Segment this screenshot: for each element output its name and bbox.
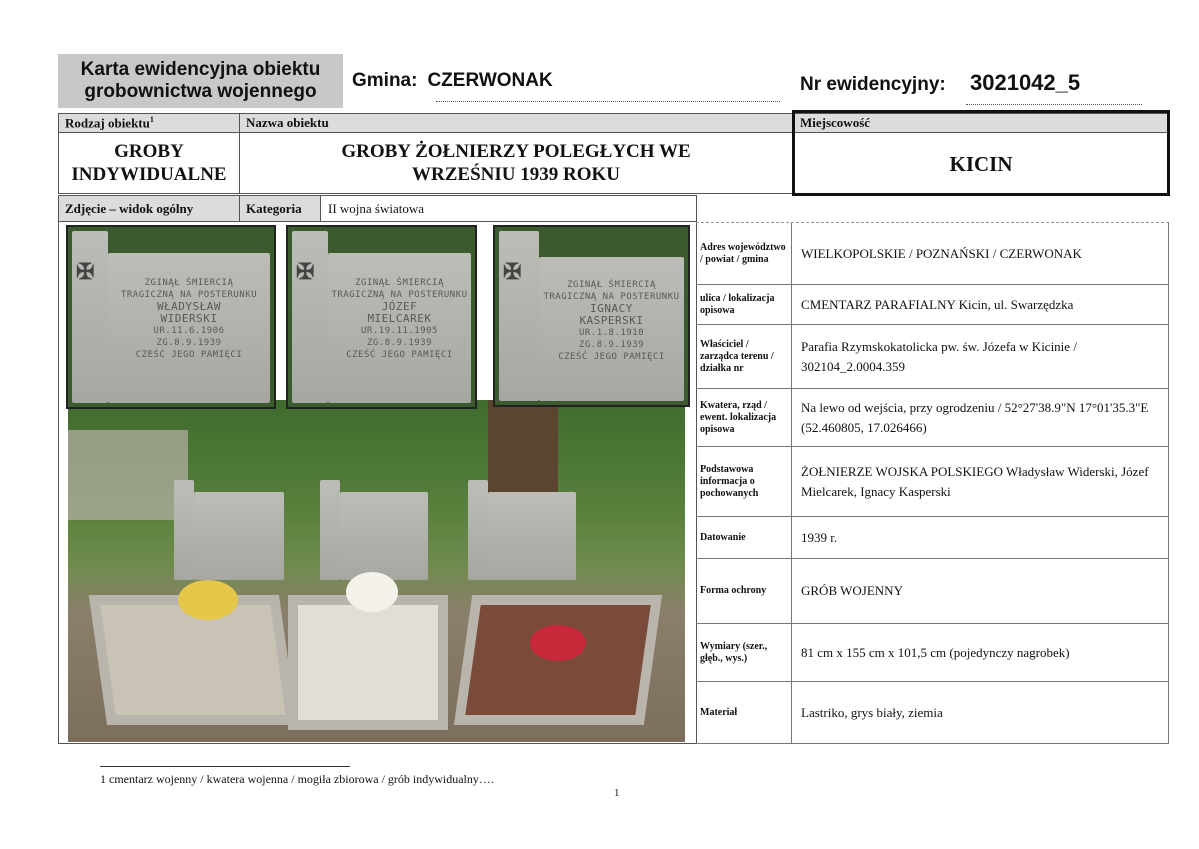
rodzaj-label-text: Rodzaj obiektu <box>65 115 150 131</box>
photo1-post <box>72 231 108 403</box>
flowers-white <box>346 572 398 612</box>
footnote-separator <box>100 766 350 767</box>
inscription-motto: CZEŚĆ JEGO PAMIĘCI <box>558 352 665 362</box>
info-label: Podstawowa informacja o pochowanych <box>696 447 792 516</box>
inscription-name: JÓZEF <box>381 300 418 313</box>
inscription-born: UR.19.11.1905 <box>361 326 438 336</box>
miejscowosc-value: KICIN <box>792 110 1170 196</box>
cross-icon: ✠ <box>76 259 95 284</box>
grave3-cross-post <box>468 480 488 580</box>
info-value: CMENTARZ PARAFIALNY Kicin, ul. Swarzędzka <box>801 296 1074 312</box>
nazwa-value <box>239 132 793 194</box>
inscription-born: UR.11.6.1906 <box>153 326 225 336</box>
rodzaj-value-line1: GROBY <box>114 141 184 162</box>
rodzaj-value-line2: INDYWIDUALNE <box>71 164 227 185</box>
info-label: Datowanie <box>696 517 792 558</box>
info-row-datowanie <box>696 516 1169 558</box>
rodzaj-label <box>58 113 240 133</box>
grave3-headstone <box>488 492 576 580</box>
info-row-wymiary <box>696 623 1169 681</box>
photo3-post <box>499 231 539 401</box>
inscription-line: TRAGICZNĄ NA POSTERUNKU <box>120 290 258 300</box>
cemetery-photo <box>68 400 685 742</box>
rodzaj-value <box>58 132 240 194</box>
headstone-photo-3 <box>493 225 690 407</box>
inscription-name: MIELCAREK <box>367 312 432 325</box>
info-label: Kwatera, rząd / ewent. lokalizacja opisowa <box>696 389 792 446</box>
inscription-name: WIDERSKI <box>160 312 218 325</box>
miejscowosc-label: Miejscowość <box>793 113 1170 133</box>
info-label: Właściciel / zarządca terenu / działka nr <box>696 325 792 388</box>
inscription-name: KASPERSKI <box>579 314 644 327</box>
kategoria-label: Kategoria <box>239 195 321 222</box>
info-row-adres <box>696 222 1169 284</box>
inscription-line: ZGINĄŁ ŚMIERCIĄ <box>144 278 234 288</box>
info-value: ŻOŁNIERZE WOJSKA POLSKIEGO Władysław Widerski, Józef Mielcarek, Ignacy Kasperski <box>801 463 1149 499</box>
info-label: ulica / lokalizacja opisowa <box>696 285 792 324</box>
inscription-died: ZG.8.9.1939 <box>366 338 433 348</box>
grave2-headstone <box>340 492 428 580</box>
info-value: WIELKOPOLSKIE / POZNAŃSKI / CZERWONAK <box>801 245 1082 261</box>
footnote: 1 cmentarz wojenny / kwatera wojenna / mogiła zbiorowa / grób indywidualny…. <box>100 772 494 786</box>
zdjecie-label: Zdjęcie – widok ogólny <box>58 195 240 222</box>
info-value: 1939 r. <box>801 529 838 545</box>
info-value: 81 cm x 155 cm x 101,5 cm (pojedynczy nagrobek) <box>801 644 1070 660</box>
page-number: 1 <box>614 787 620 799</box>
background-wall <box>68 430 188 520</box>
nr-dotted-line <box>966 104 1142 105</box>
kategoria-value: II wojna światowa <box>320 195 697 222</box>
gmina-label: Gmina: <box>352 70 418 91</box>
inscription-line: TRAGICZNĄ NA POSTERUNKU <box>331 290 468 300</box>
headstone-photo-1 <box>66 225 276 409</box>
info-label: Wymiary (szer., głęb., wys.) <box>696 624 792 681</box>
info-row-pochowani <box>696 446 1169 516</box>
inscription-3 <box>539 279 684 363</box>
grave2-border <box>288 595 448 730</box>
card-title <box>58 54 343 108</box>
nazwa-value-line2: WRZEŚNIU 1939 ROKU <box>412 164 620 185</box>
inscription-line: ZGINĄŁ ŚMIERCIĄ <box>355 278 444 288</box>
inscription-2 <box>328 277 471 361</box>
nazwa-value-line1: GROBY ŻOŁNIERZY POLEGŁYCH WE <box>341 141 691 162</box>
inscription-born: UR.1.8.1910 <box>578 328 645 338</box>
inscription-died: ZG.8.9.1939 <box>578 340 645 350</box>
grave1-headstone <box>194 492 284 580</box>
footnote-mark: 1 <box>149 115 154 124</box>
nr-value: 3021042_5 <box>970 70 1081 95</box>
grave2-cross-post <box>320 480 340 580</box>
gmina-value: CZERWONAK <box>427 70 553 91</box>
headstone-photo-2 <box>286 225 477 409</box>
gmina-dotted-line <box>436 101 780 102</box>
inscription-motto: CZEŚĆ JEGO PAMIĘCI <box>346 350 453 360</box>
info-label: Forma ochrony <box>696 559 792 623</box>
inscription-line: TRAGICZNĄ NA POSTERUNKU <box>543 292 680 302</box>
info-row-kwatera <box>696 388 1169 446</box>
cross-icon: ✠ <box>503 259 522 284</box>
card-title-line1: Karta ewidencyjna obiektu <box>80 59 321 80</box>
nazwa-label: Nazwa obiektu <box>239 113 793 133</box>
info-table-right-border <box>1168 222 1169 744</box>
cross-icon: ✠ <box>296 259 315 284</box>
card-title-line2: grobownictwa wojennego <box>84 81 317 102</box>
gmina <box>352 70 553 92</box>
inscription-name: IGNACY <box>590 302 633 315</box>
flowers-yellow <box>178 580 238 620</box>
nr-label: Nr ewidencyjny: <box>800 74 946 95</box>
info-value: Na lewo od wejścia, przy ogrodzeniu / 52°27'38.9"N 17°01'35.3"E (52.460805, 17.026466) <box>801 399 1149 435</box>
flowers-red <box>530 625 586 661</box>
info-value: Lastriko, grys biały, ziemia <box>801 704 943 720</box>
grave1-cross-post <box>174 480 194 580</box>
inscription-name: WŁADYSŁAW <box>156 300 222 313</box>
info-row-ulica <box>696 284 1169 324</box>
info-value: GRÓB WOJENNY <box>801 583 903 598</box>
info-value: Parafia Rzymskokatolicka pw. św. Józefa w Kicinie / 302104_2.0004.359 <box>801 338 1077 374</box>
inscription-died: ZG.8.9.1939 <box>156 338 222 348</box>
info-label: Adres województwo / powiat / gmina <box>696 223 792 284</box>
tree-trunk <box>488 400 558 500</box>
inscription-line: ZGINĄŁ ŚMIERCIĄ <box>567 280 656 290</box>
inscription-1 <box>108 277 270 361</box>
inscription-motto: CZEŚĆ JEGO PAMIĘCI <box>135 350 243 360</box>
info-label: Materiał <box>696 682 792 743</box>
photo2-post <box>292 231 328 403</box>
info-row-material <box>696 681 1169 744</box>
info-row-wlasciciel <box>696 324 1169 388</box>
info-row-forma-ochrony <box>696 558 1169 623</box>
